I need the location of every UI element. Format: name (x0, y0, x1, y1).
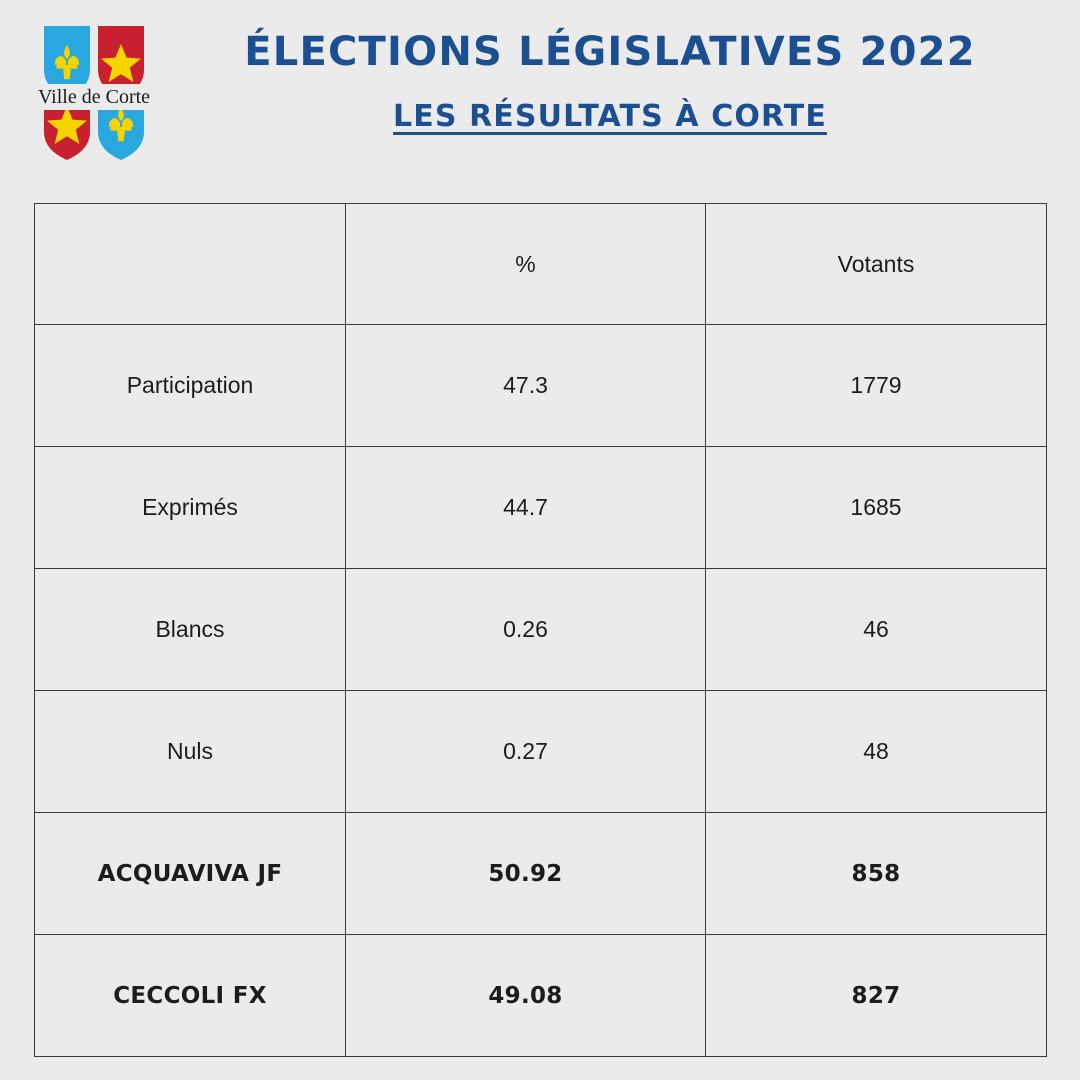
table-row (35, 569, 1047, 691)
results-table (34, 203, 1047, 1057)
row-votants: 1685 (706, 447, 1047, 569)
table-row (35, 813, 1047, 935)
table-row (35, 447, 1047, 569)
row-percent: 47.3 (346, 325, 706, 447)
table-body (35, 325, 1047, 1057)
column-header-label (35, 204, 346, 325)
row-votants: 46 (706, 569, 1047, 691)
title-block (180, 30, 1040, 133)
column-header-percent: % (346, 204, 706, 325)
row-percent: 50.92 (346, 813, 706, 935)
row-label: Blancs (35, 569, 346, 691)
results-table-wrapper (34, 203, 1046, 1057)
row-label: Nuls (35, 691, 346, 813)
page-subtitle: LES RÉSULTATS À CORTE (393, 99, 827, 134)
row-votants: 827 (706, 935, 1047, 1057)
column-header-votants: Votants (706, 204, 1047, 325)
page-title: ÉLECTIONS LÉGISLATIVES 2022 (244, 29, 976, 75)
table-row (35, 325, 1047, 447)
row-label: CECCOLI FX (35, 935, 346, 1057)
row-percent: 44.7 (346, 447, 706, 569)
table-header-row (35, 204, 1047, 325)
row-votants: 1779 (706, 325, 1047, 447)
row-votants: 48 (706, 691, 1047, 813)
row-votants: 858 (706, 813, 1047, 935)
table-head (35, 204, 1047, 325)
row-percent: 49.08 (346, 935, 706, 1057)
svg-text:Ville de Corte: Ville de Corte (37, 86, 151, 108)
table-row (35, 935, 1047, 1057)
ville-de-corte-logo (18, 14, 170, 166)
table-row (35, 691, 1047, 813)
row-label: Exprimés (35, 447, 346, 569)
row-label: ACQUAVIVA JF (35, 813, 346, 935)
row-percent: 0.26 (346, 569, 706, 691)
header (0, 0, 1080, 185)
row-percent: 0.27 (346, 691, 706, 813)
row-label: Participation (35, 325, 346, 447)
